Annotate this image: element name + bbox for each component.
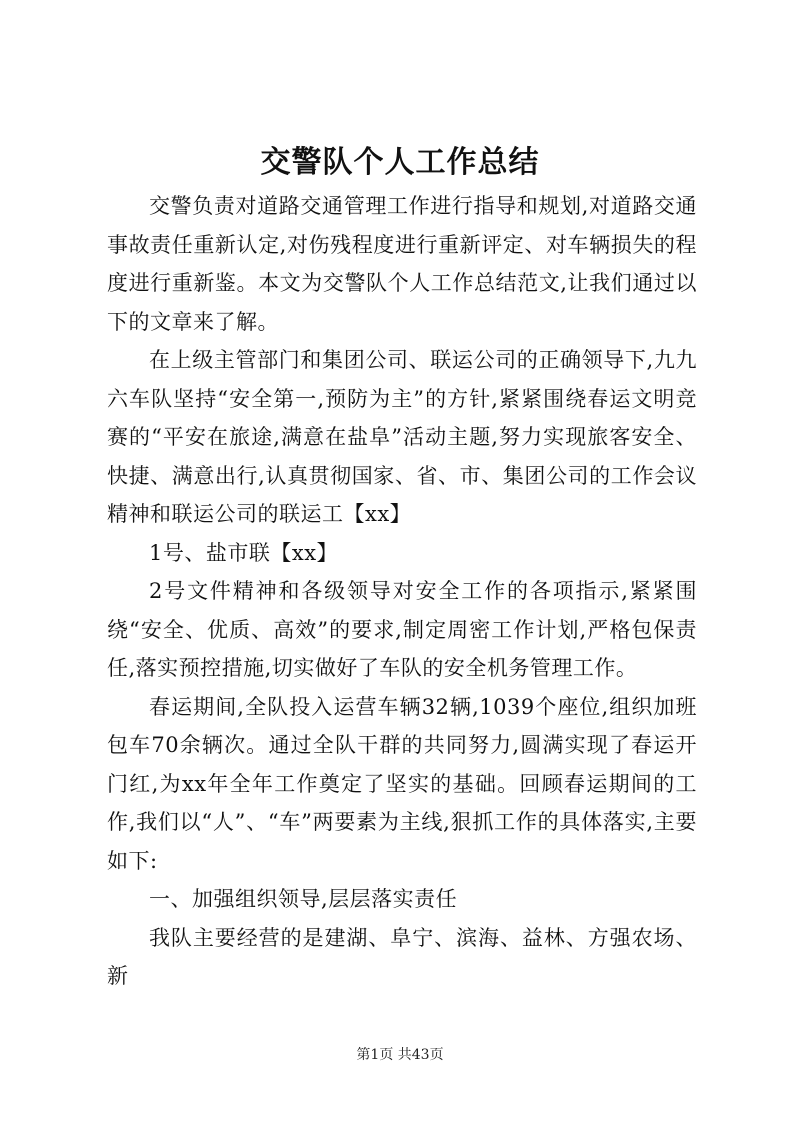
document-body	[107, 187, 697, 996]
section-heading-1: 一、加强组织领导,层层落实责任	[149, 887, 458, 911]
paragraph-routes: 我队主要经营的是建湖、阜宁、滨海、益林、方强农场、新	[107, 925, 697, 988]
document-title: 交警队个人工作总结	[260, 145, 540, 180]
paragraph-doc-ref-1: 1号、盐市联【xx】	[149, 540, 339, 565]
page-footer: 第1页 共43页	[356, 1047, 444, 1063]
paragraph-spring-transport: 春运期间,全队投入运营车辆32辆,1039个座位,组织加班包车70余辆次。通过全队干群的共同努力,圆满实现了春运开门红,为xx年全年工作奠定了坚实的基础。回顾春运期间的工作,我们以“人”、“车”两要素为主线,狠抓工作的具体落实,主要如下:	[107, 694, 697, 873]
paragraph-intro: 交警负责对道路交通管理工作进行指导和规划,对道路交通事故责任重新认定,对伤残程度进行重新评定、对车辆损失的程度进行重新鉴。本文为交警队个人工作总结范文,让我们通过以下的文章来了解。	[107, 194, 697, 334]
paragraph-leadership: 在上级主管部门和集团公司、联运公司的正确领导下,九九六车队坚持“安全第一,预防为主”的方针,紧紧围绕春运文明竞赛的“平安在旅途,满意在盐阜”活动主题,努力实现旅客安全、快捷、满意出行,认真贯彻国家、省、市、集团公司的工作会议精神和联运公司的联运工【xx】	[107, 348, 697, 526]
paragraph-doc-ref-2: 2号文件精神和各级领导对安全工作的各项指示,紧紧围绕“安全、优质、高效”的要求,制定周密工作计划,严格包保责任,落实预控措施,切实做好了车队的安全机务管理工作。	[107, 579, 697, 680]
